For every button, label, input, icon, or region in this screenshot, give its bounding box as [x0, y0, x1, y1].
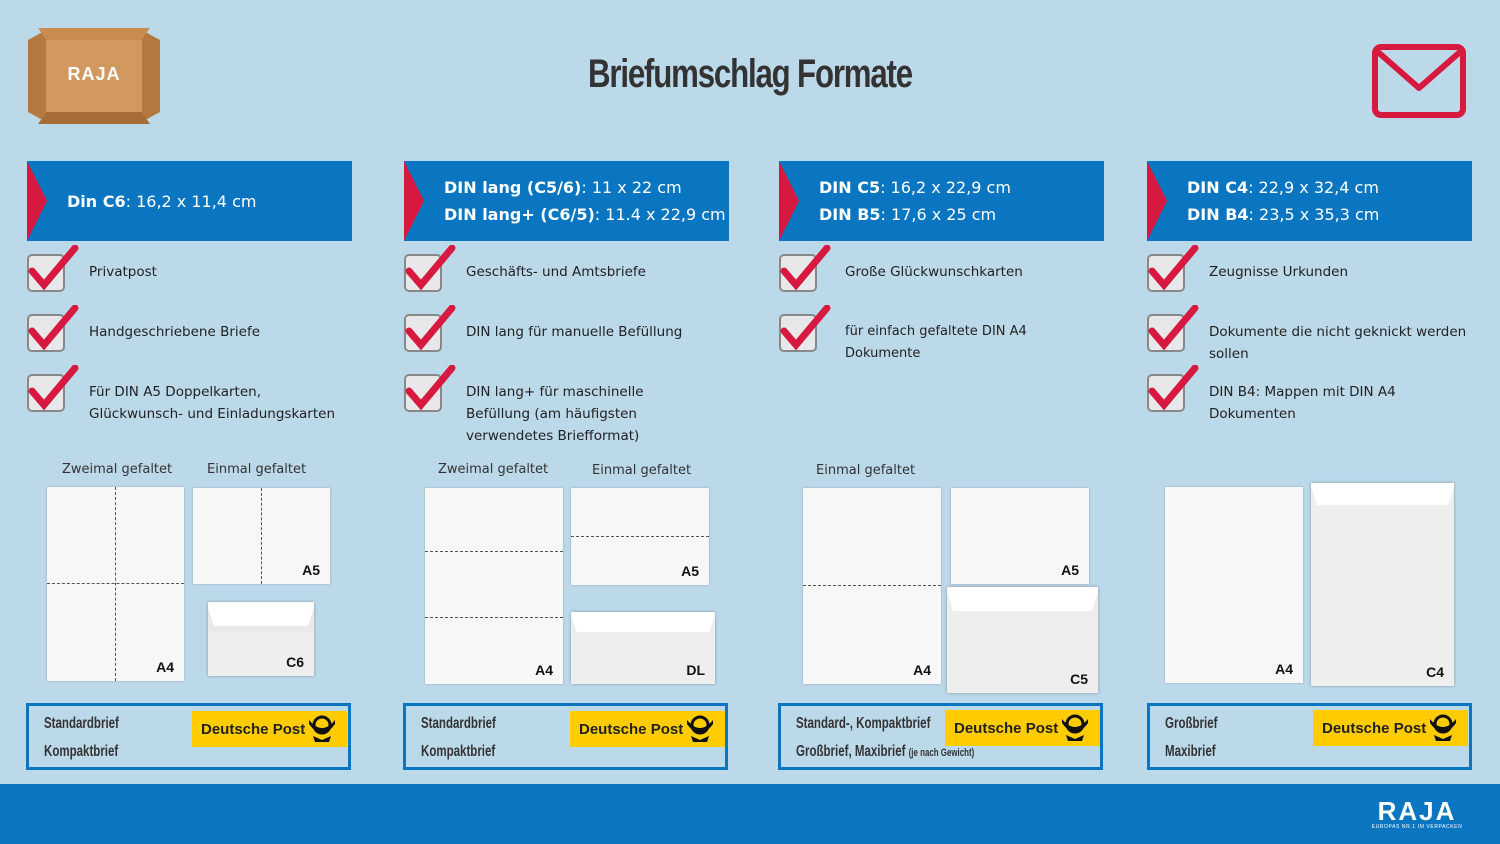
footer-raja-logo: RAJA EUROPAS NR.1 IM VERPACKEN: [1371, 796, 1463, 830]
arrow-icon: [779, 161, 799, 241]
postage-box: [403, 703, 728, 770]
feature-list: [1147, 241, 1472, 463]
postage-categories: Großbrief Maxibrief: [1165, 715, 1218, 760]
list-item: DIN lang+ für maschinelle Befüllung (am häufigsten verwendetes Briefformat): [404, 361, 729, 421]
postage-box: [26, 703, 351, 770]
list-item: Geschäfts- und Amtsbriefe: [404, 241, 729, 301]
checkmark-icon: [779, 245, 831, 293]
checkmark-icon: [1147, 245, 1199, 293]
raja-logo: [28, 28, 160, 124]
envelope-c4: C4: [1311, 483, 1454, 686]
arrow-icon: [404, 161, 424, 241]
fold-label: Zweimal gefaltet: [438, 462, 549, 477]
checkmark-icon: [27, 305, 79, 353]
header-line: DIN lang (C5/6): 11 x 22 cm: [444, 178, 682, 197]
envelope-c5: C5: [947, 587, 1098, 693]
checkmark-icon: [404, 305, 456, 353]
postage-box: [1147, 703, 1472, 770]
list-item: Zeugnisse Urkunden: [1147, 241, 1472, 301]
postage-box: [778, 703, 1103, 770]
post-horn-icon: [307, 714, 337, 744]
arrow-icon: [27, 161, 47, 241]
checkmark-icon: [1147, 365, 1199, 413]
list-item: für einfach gefaltete DIN A4 Dokumente: [779, 301, 1104, 361]
envelope-dl: DL: [571, 612, 715, 684]
checkmark-icon: [27, 365, 79, 413]
checkmark-icon: [404, 245, 456, 293]
paper-sheet-a4: A4: [803, 488, 941, 684]
list-item: Dokumente die nicht geknickt werden sollen: [1147, 301, 1472, 361]
postage-categories: Standard-, Kompaktbrief Großbrief, Maxibrief (je nach Gewicht): [796, 715, 975, 760]
header-line: Din C6: 16,2 x 11,4 cm: [67, 191, 257, 211]
post-horn-icon: [1428, 713, 1458, 743]
page-title: Briefumschlag Formate: [588, 52, 912, 96]
logo-text: RAJA: [67, 64, 121, 84]
postage-categories: Standardbrief Kompaktbrief: [44, 715, 119, 760]
envelope-c6: C6: [208, 602, 314, 676]
header-line: DIN lang+ (C6/5): 11.4 x 22,9 cm: [444, 205, 726, 224]
paper-sheet-a4: A4: [1165, 487, 1303, 683]
paper-sheet-a4: A4: [425, 488, 563, 684]
paper-sheet-a4: A4: [47, 487, 184, 681]
post-horn-icon: [1060, 713, 1090, 743]
list-item: Handgeschriebene Briefe: [27, 301, 352, 361]
format-header: [779, 161, 1104, 241]
header-line: DIN B5: 17,6 x 25 cm: [819, 205, 997, 224]
fold-label: Einmal gefaltet: [816, 463, 916, 478]
feature-list: [404, 241, 729, 463]
fold-label: Einmal gefaltet: [207, 462, 307, 477]
format-header: [27, 161, 352, 241]
header-line: DIN B4: 23,5 x 35,3 cm: [1187, 205, 1380, 224]
checkmark-icon: [779, 305, 831, 353]
envelope-icon: [1372, 44, 1466, 118]
footer-bar: [0, 784, 1500, 844]
post-horn-icon: [685, 714, 715, 744]
postage-categories: Standardbrief Kompaktbrief: [421, 715, 496, 760]
deutsche-post-badge: Deutsche Post: [570, 711, 725, 747]
list-item: Für DIN A5 Doppelkarten, Glückwunsch- und Einladungskarten: [27, 361, 352, 421]
checkmark-icon: [27, 245, 79, 293]
header-line: DIN C4: 22,9 x 32,4 cm: [1187, 178, 1379, 197]
fold-label: Zweimal gefaltet: [62, 462, 173, 477]
header-line: DIN C5: 16,2 x 22,9 cm: [819, 178, 1011, 197]
column-c6: [27, 161, 352, 463]
format-header: [404, 161, 729, 241]
list-item: DIN B4: Mappen mit DIN A4 Dokumenten: [1147, 361, 1472, 421]
feature-list: [779, 241, 1104, 463]
feature-list: [27, 241, 352, 463]
checkmark-icon: [1147, 305, 1199, 353]
deutsche-post-badge: Deutsche Post: [192, 711, 347, 747]
column-c4-b4: [1147, 161, 1472, 463]
deutsche-post-badge: Deutsche Post: [1313, 710, 1468, 746]
paper-sheet-a5: A5: [571, 488, 709, 585]
column-din-lang: [404, 161, 729, 463]
checkmark-icon: [404, 365, 456, 413]
paper-sheet-a5: A5: [193, 488, 330, 584]
column-c5-b5: [779, 161, 1104, 463]
arrow-icon: [1147, 161, 1167, 241]
paper-sheet-a5: A5: [951, 488, 1089, 584]
list-item: DIN lang für manuelle Befüllung: [404, 301, 729, 361]
list-item: Privatpost: [27, 241, 352, 301]
format-header: [1147, 161, 1472, 241]
deutsche-post-badge: Deutsche Post: [945, 710, 1100, 746]
list-item: Große Glückwunschkarten: [779, 241, 1104, 301]
fold-label: Einmal gefaltet: [592, 463, 692, 478]
